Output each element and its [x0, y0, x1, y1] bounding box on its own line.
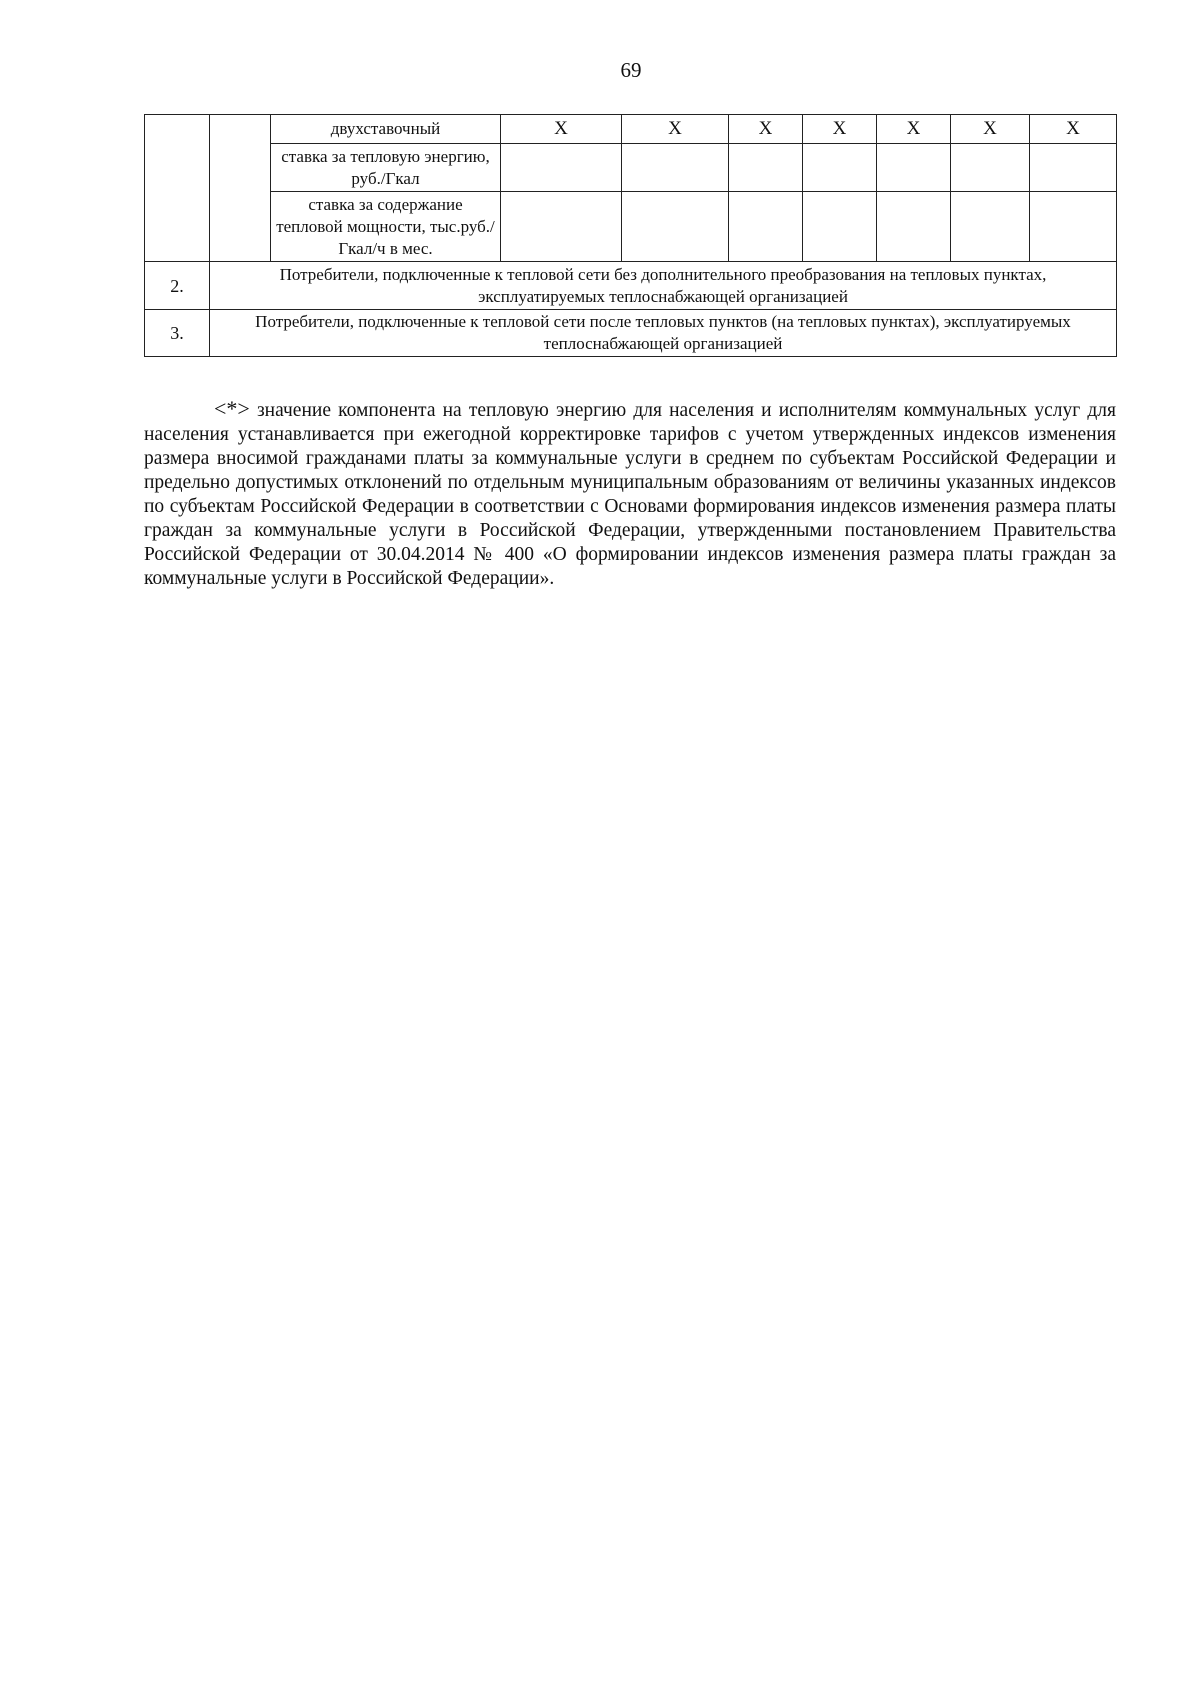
footnote-marker: <*>: [214, 396, 250, 421]
footnote: [144, 397, 1116, 591]
table-row-capacity-rate: [145, 192, 1117, 262]
row-label-energy-rate: ставка за тепловую энергию, руб./Гкал: [271, 144, 501, 192]
value-cell: X: [803, 115, 877, 144]
table-row-energy-rate: [145, 144, 1117, 192]
value-cell: [501, 144, 622, 192]
value-cell: [951, 192, 1030, 262]
value-cell: [803, 144, 877, 192]
row-number: 2.: [145, 262, 210, 310]
row-text: Потребители, подключенные к тепловой сети без дополнительного преобразования на тепловых пунктах, эксплуатируемых теплоснабжающей организацией: [210, 262, 1117, 310]
row-text: Потребители, подключенные к тепловой сети после тепловых пунктов (на тепловых пунктах), эксплуатируемых теплоснабжающей организацией: [210, 310, 1117, 357]
value-cell: [951, 144, 1030, 192]
value-cell: [622, 144, 729, 192]
empty-number-cell: [145, 115, 210, 262]
footnote-text: значение компонента на тепловую энергию для населения и исполнителям коммунальных услуг для населения устанавливается при ежегодной корректировке тарифов с учетом утвержденных индексов изменения размера вносимой гражданами платы за коммунальные услуги в среднем по субъектам Российской Федерации и предельно допустимых отклонений по отдельным муниципальным образованиям от величины указанных индексов по субъектам Российской Федерации в соответствии с Основами формирования индексов изменения размера платы граждан за коммунальные услуги в Российской Федерации, утвержденными постановлением Правительства Российской Федерации от 30.04.2014 № 400 «О формировании индексов изменения размера платы граждан за коммунальные услуги в Российской Федерации».: [144, 400, 1116, 589]
value-cell: [877, 192, 951, 262]
value-cell: [803, 192, 877, 262]
row-label-twopart: двухставочный: [271, 115, 501, 144]
value-cell: X: [1030, 115, 1117, 144]
row-label-capacity-rate: ставка за содержание тепловой мощности, тыс.руб./Гкал/ч в мес.: [271, 192, 501, 262]
table-row-twopart: [145, 115, 1117, 144]
value-cell: [501, 192, 622, 262]
table-row-3: [145, 310, 1117, 357]
page-number: 69: [620, 58, 642, 82]
value-cell: [729, 144, 803, 192]
value-cell: X: [877, 115, 951, 144]
value-cell: [1030, 192, 1117, 262]
value-cell: [622, 192, 729, 262]
value-cell: X: [729, 115, 803, 144]
value-cell: X: [622, 115, 729, 144]
value-cell: [877, 144, 951, 192]
tariff-table: [144, 114, 1117, 357]
value-cell: X: [951, 115, 1030, 144]
row-number: 3.: [145, 310, 210, 357]
table-row-2: [145, 262, 1117, 310]
value-cell: [729, 192, 803, 262]
value-cell: X: [501, 115, 622, 144]
value-cell: [1030, 144, 1117, 192]
empty-group-cell: [210, 115, 271, 262]
